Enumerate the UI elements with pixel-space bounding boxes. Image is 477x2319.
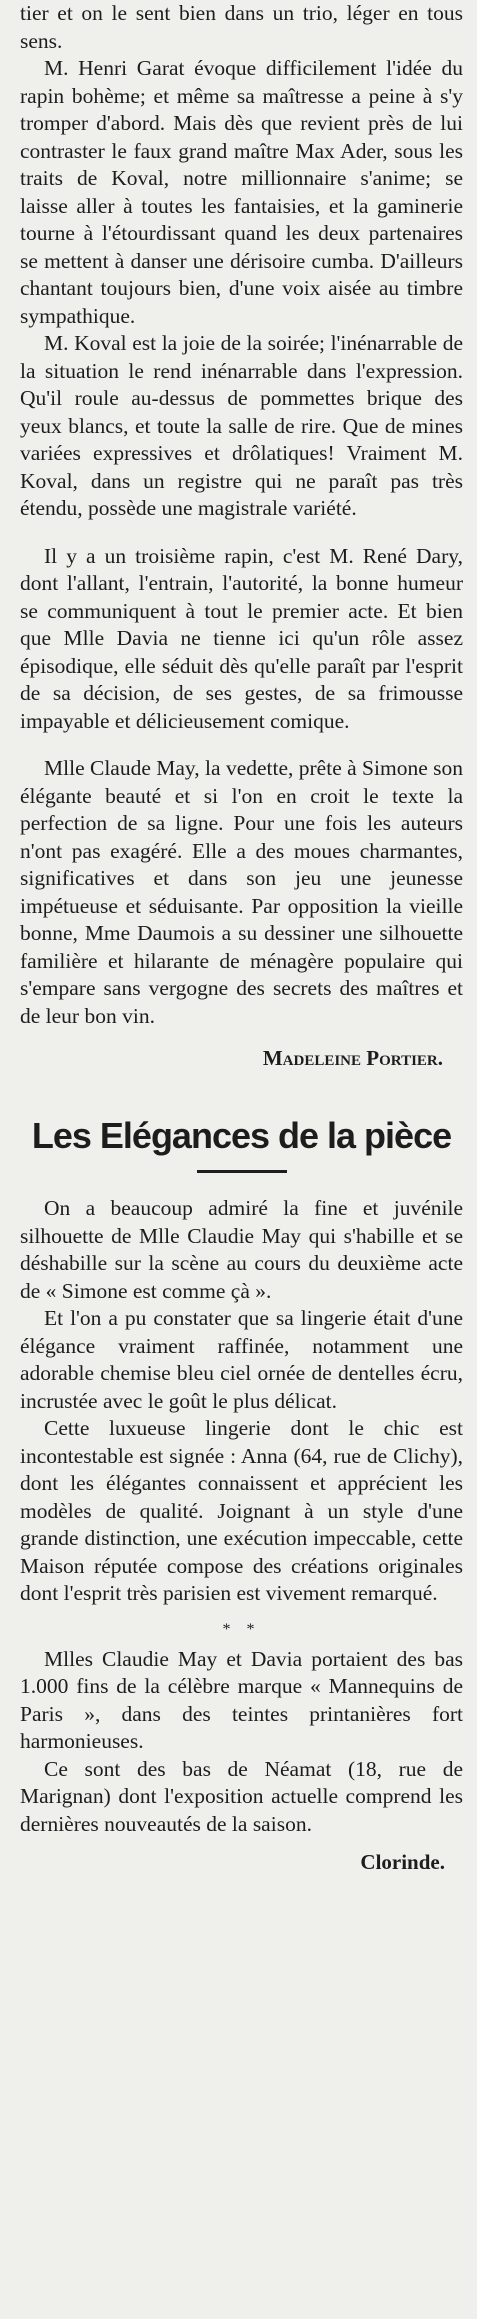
review-paragraph: Il y a un troisième rapin, c'est M. René Dary, dont l'allant, l'entrain, l'autorité, la bonne humeur se communiquent à tout le premier acte. Et bien que Mlle Davia ne tienne ici qu'un rôle assez épisodique, elle séduit dès qu'elle paraît par l'esprit de sa décision, de ses gestes, de sa frimousse impayable et délicieusement comique. xyxy=(20,543,463,733)
article-paragraph: Mlles Claudie May et Davia portaient des bas 1.000 fins de la célèbre marque « Mannequins de Paris », dans des teintes printanières fort harmonieuses. xyxy=(20,1646,463,1753)
article-paragraph: Et l'on a pu constater que sa lingerie était d'une élégance vraiment raffinée, notamment une adorable chemise bleu ciel ornée de dentelles écru, incrustée avec le goût le plus délicat. xyxy=(20,1306,463,1413)
review-paragraph: Mlle Claude May, la vedette, prête à Simone son élégante beauté et si l'on en croit le texte la perfection de sa ligne. Pour une fois les auteurs n'ont pas exagéré. Elle a des moues charmantes, significatives et dans son jeu une jeunesse impétueuse et séduisante. Par opposition la vieille bonne, Mme Daumois a su dessiner une silhouette familière et hilarante de ménagère populaire qui s'empare sans vergogne des secrets des maîtres et de leur bon vin. xyxy=(20,756,463,1028)
article-paragraph: On a beaucoup admiré la fine et juvénile silhouette de Mlle Claudie May qui s'habille et se déshabille sur la scène au cours du deuxième acte de « Simone est comme çà ». xyxy=(20,1196,463,1303)
article-headline: Les Elégances de la pièce xyxy=(31,1115,452,1156)
review-paragraph: M. Henri Garat évoque difficilement l'idée du rapin bohème; et même sa maîtresse a peine à s'y tromper d'abord. Mais dès que revient près de lui contraster le faux grand maître Max Ader, sous les traits de Koval, notre millionnaire s'anime; se laisse aller à toutes les fantaisies, et la gaminerie tourne à l'étourdissant quand les deux partenaires se mettent à danser une dérisoire cumba. D'ailleurs chantant toujours bien, d'une voix aisée au timbre sympathique. xyxy=(20,56,463,328)
headline-rule xyxy=(197,1170,287,1173)
article-signature: Clorinde. xyxy=(360,1850,445,1874)
review-paragraph: tier et on le sent bien dans un trio, léger en tous sens. xyxy=(20,1,463,53)
review-signature: Madeleine Portier. xyxy=(262,1046,443,1070)
article-paragraph: Cette luxueuse lingerie dont le chic est incontestable est signée : Anna (64, rue de Clichy), dont les élégantes connaissent et apprécient les modèles de qualité. Joignant à un style d'une grande distinction, une exécution impeccable, cette Maison réputée compose des créations originales dont l'esprit très parisien est vivement remarqué. xyxy=(20,1416,463,1605)
review-paragraph: M. Koval est la joie de la soirée; l'inénarrable de la situation le rend inénarrable dans l'expression. Qu'il roule au-dessus de pommettes brique des yeux blancs, et toute la salle de rire. Que de mines variées expressives et drôlatiques! Vraiment M. Koval, dans un registre qui ne paraît pas très étendu, possède une magistrale variété. xyxy=(20,331,463,520)
article-paragraph: Ce sont des bas de Néamat (18, rue de Marignan) dont l'exposition actuelle comprend les dernières nouveautés de la saison. xyxy=(20,1756,463,1836)
section-separator: * * xyxy=(222,1620,261,1638)
